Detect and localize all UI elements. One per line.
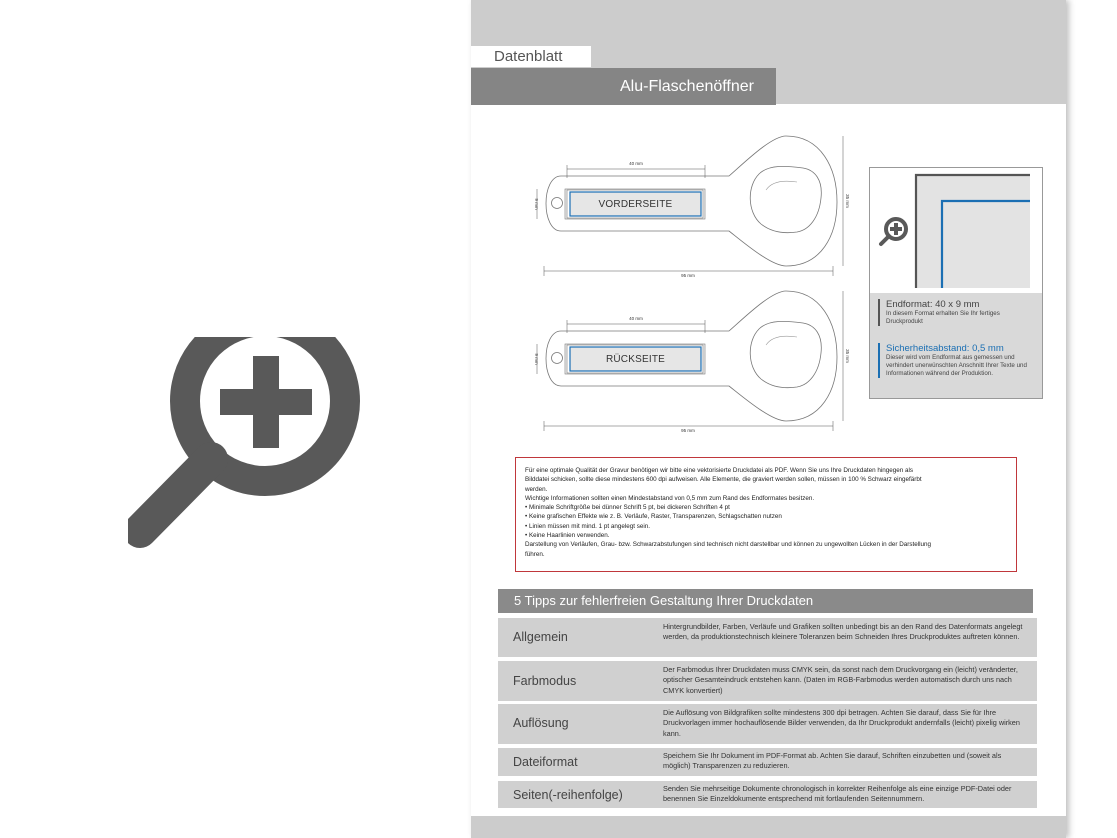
tip-label: Auflösung bbox=[513, 716, 569, 730]
back-height-dimension: 9 mm bbox=[534, 353, 539, 365]
front-side-label: VORDERSEITE bbox=[598, 199, 673, 210]
front-total-height-dimension: 35 mm bbox=[845, 194, 850, 208]
back-opener-drawing bbox=[534, 291, 850, 433]
tip-label: Allgemein bbox=[513, 630, 568, 644]
corner-detail-drawing bbox=[870, 168, 1042, 293]
engraving-notice bbox=[515, 457, 1017, 572]
document-type: Datenblatt bbox=[471, 46, 591, 67]
notice-line: Darstellung von Verläufen, Grau- bzw. Schwarzabstufungen sind technisch nicht darstellbar und können zu ungewollten Lücken in der Darstellung bbox=[525, 541, 932, 549]
back-width-dimension: 40 mm bbox=[629, 316, 643, 321]
product-title: Alu-Flaschenöffner bbox=[471, 68, 776, 105]
tip-label: Seiten(-reihenfolge) bbox=[513, 788, 623, 802]
tip-row-file-format bbox=[498, 748, 1037, 776]
data-sheet-page bbox=[471, 0, 1066, 838]
safety-margin-text: Dieser wird vom Endformat aus gemessen und verhindert unerwünschten Anschnitt Ihrer Texte und Informationen während der Produktion. bbox=[886, 354, 1027, 377]
zoom-in-button[interactable] bbox=[128, 337, 368, 552]
tip-row-page-order bbox=[498, 781, 1037, 808]
end-format-text: In diesem Format erhalten Sie Ihr fertiges Druckprodukt bbox=[886, 310, 1000, 325]
back-total-height-dimension: 35 mm bbox=[845, 349, 850, 363]
tip-text: Der Farbmodus Ihrer Druckdaten muss CMYK sein, da sonst nach dem Druckvorgang ein (leicht) veränderter, optischer Gesamteindruck entstehen kann. (Daten im RGB-Farbmodus werden automatisch durch uns nach CMYK konvertiert) bbox=[663, 665, 1018, 695]
notice-line: • Keine Haarlinien verwenden. bbox=[525, 532, 610, 540]
front-length-dimension: 95 mm bbox=[681, 273, 695, 278]
tip-label: Dateiformat bbox=[513, 755, 578, 769]
format-info-panel bbox=[870, 293, 1042, 398]
tip-row-color-mode bbox=[498, 661, 1037, 701]
notice-line: Bilddatei schicken, sollte diese mindestens 600 dpi aufweisen. Alle Elemente, die graviert werden sollen, müssen in 100 % Schwarz eingefärbt bbox=[525, 476, 922, 484]
tip-text: Speichern Sie Ihr Dokument im PDF-Format ab. Achten Sie darauf, Schriften einzubetten und (soweit als möglich) Transparenzen zu reduzieren. bbox=[663, 751, 1002, 771]
end-format-info bbox=[878, 299, 1036, 326]
tip-row-resolution bbox=[498, 704, 1037, 744]
front-width-dimension: 40 mm bbox=[629, 161, 643, 166]
back-length-dimension: 95 mm bbox=[681, 428, 695, 433]
footer-band bbox=[471, 816, 1066, 838]
tip-text: Hintergrundbilder, Farben, Verläufe und Grafiken sollten unbedingt bis an den Rand des Datenformats angelegt werden, da produktionstechnisch kleinere Toleranzen beim Schneiden Ihres Druckproduktes auftreten können. bbox=[663, 622, 1023, 642]
front-height-dimension: 9 mm bbox=[534, 198, 539, 210]
notice-line: Für eine optimale Qualität der Gravur benötigen wir bitte eine vektorisierte Druckdatei als PDF. Wenn Sie uns Ihre Druckdaten hingegen als bbox=[525, 467, 914, 474]
format-detail-box bbox=[869, 167, 1043, 399]
safety-margin-title: Sicherheitsabstand: 0,5 mm bbox=[886, 343, 1004, 354]
end-format-title: Endformat: 40 x 9 mm bbox=[886, 299, 980, 310]
zoom-in-icon bbox=[128, 337, 368, 552]
notice-line: • Linien müssen mit mind. 1 pt angelegt sein. bbox=[525, 522, 651, 530]
safety-margin-info bbox=[878, 343, 1036, 378]
tip-row-general bbox=[498, 618, 1037, 657]
notice-line: werden. bbox=[525, 485, 548, 493]
product-drawings bbox=[471, 120, 851, 450]
tip-label: Farbmodus bbox=[513, 674, 577, 688]
tip-text: Senden Sie mehrseitige Dokumente chronologisch in korrekter Reihenfolge als eine einzige PDF-Datei oder benennen Sie Einzeldokumente entsprechend mit fortlaufenden Seitennummern. bbox=[663, 784, 1012, 804]
front-opener-drawing bbox=[534, 136, 850, 278]
notice-line: Wichtige Informationen sollten einen Mindestabstand von 0,5 mm zum Rand des Endformates besitzen. bbox=[525, 494, 815, 502]
tips-heading: 5 Tipps zur fehlerfreien Gestaltung Ihrer Druckdaten bbox=[498, 589, 1033, 613]
back-side-label: RÜCKSEITE bbox=[605, 354, 666, 365]
notice-line: • Minimale Schriftgröße bei dünner Schrift 5 pt, bei dickeren Schriften 4 pt bbox=[525, 504, 730, 512]
notice-line: • Keine grafischen Effekte wie z. B. Verläufe, Raster, Transparenzen, Schlagschatten nutzen bbox=[525, 513, 782, 521]
tip-text: Die Auflösung von Bildgrafiken sollte mindestens 300 dpi betragen. Achten Sie darauf, dass Sie für Ihre Druckvorlagen immer hochauflösende Bilder verwenden, da Ihr Druckprodukt andernfalls (leicht) pixelig wirken kann. bbox=[663, 708, 1020, 738]
notice-line: führen. bbox=[525, 550, 545, 558]
